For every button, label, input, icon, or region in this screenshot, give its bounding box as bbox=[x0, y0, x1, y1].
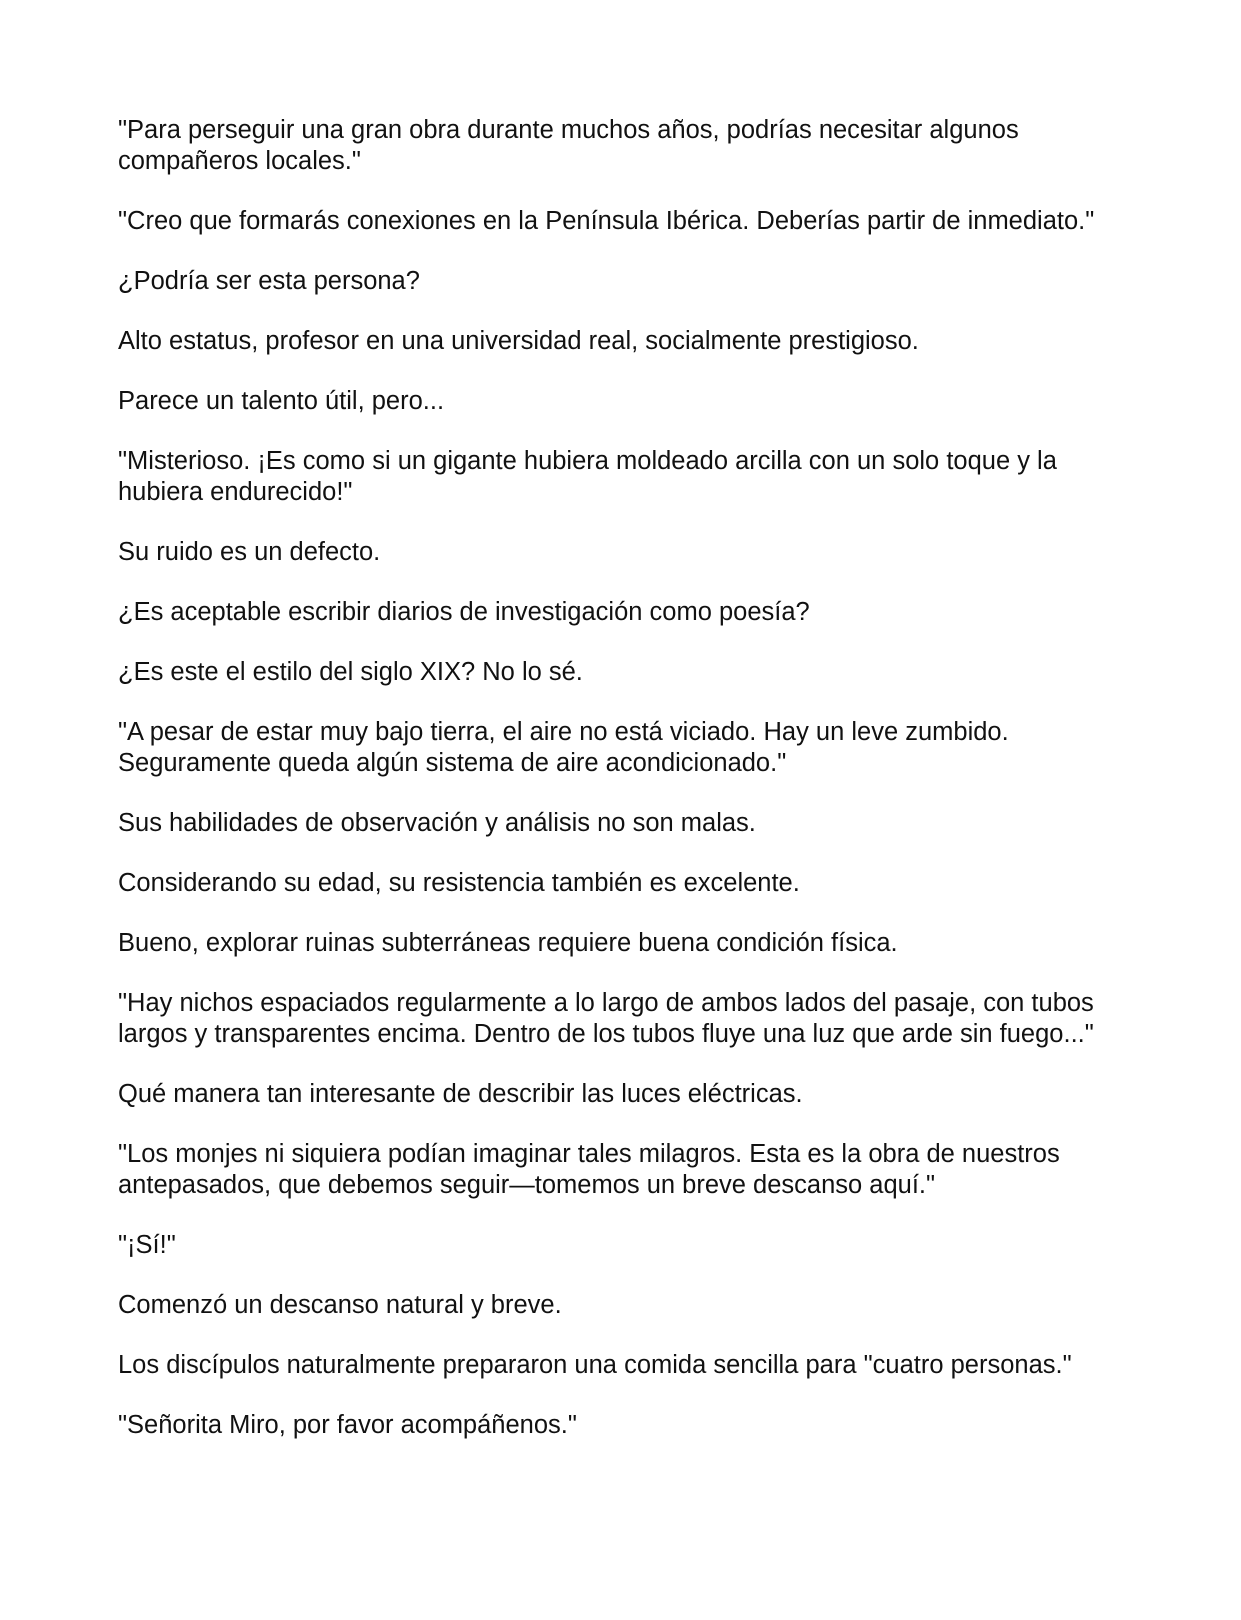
paragraph: "Creo que formarás conexiones en la Península Ibérica. Deberías partir de inmediato." bbox=[118, 207, 1095, 235]
paragraph: "A pesar de estar muy bajo tierra, el aire no está viciado. Hay un leve zumbido. Seguramente queda algún sistema de aire acondicionado." bbox=[118, 718, 1009, 777]
paragraph: "Misterioso. ¡Es como si un gigante hubiera moldeado arcilla con un solo toque y la hubiera endurecido!" bbox=[118, 447, 1057, 506]
paragraph: "Los monjes ni siquiera podían imaginar tales milagros. Esta es la obra de nuestros antepasados, que debemos seguir—tomemos un breve descanso aquí." bbox=[118, 1140, 1060, 1199]
paragraph: Considerando su edad, su resistencia también es excelente. bbox=[118, 869, 800, 897]
paragraph: Alto estatus, profesor en una universidad real, socialmente prestigioso. bbox=[118, 327, 919, 355]
paragraph: Bueno, explorar ruinas subterráneas requiere buena condición física. bbox=[118, 929, 898, 957]
paragraph: "Señorita Miro, por favor acompáñenos." bbox=[118, 1411, 577, 1439]
paragraph: "Hay nichos espaciados regularmente a lo largo de ambos lados del pasaje, con tubos largos y transparentes encima. Dentro de los tubos fluye una luz que arde sin fuego..." bbox=[118, 989, 1094, 1048]
paragraph: Su ruido es un defecto. bbox=[118, 538, 381, 566]
paragraph: "¡Sí!" bbox=[118, 1231, 176, 1259]
paragraph: ¿Es este el estilo del siglo XIX? No lo sé. bbox=[118, 658, 583, 686]
document-body bbox=[118, 115, 1128, 1470]
paragraph: Parece un talento útil, pero... bbox=[118, 387, 445, 415]
paragraph: "Para perseguir una gran obra durante muchos años, podrías necesitar algunos compañeros locales." bbox=[118, 116, 1019, 175]
paragraph: ¿Es aceptable escribir diarios de investigación como poesía? bbox=[118, 598, 810, 626]
paragraph: Qué manera tan interesante de describir las luces eléctricas. bbox=[118, 1080, 803, 1108]
paragraph: Los discípulos naturalmente prepararon una comida sencilla para "cuatro personas." bbox=[118, 1351, 1072, 1379]
paragraph: Comenzó un descanso natural y breve. bbox=[118, 1291, 562, 1319]
paragraph: Sus habilidades de observación y análisis no son malas. bbox=[118, 809, 756, 837]
paragraph: ¿Podría ser esta persona? bbox=[118, 267, 420, 295]
